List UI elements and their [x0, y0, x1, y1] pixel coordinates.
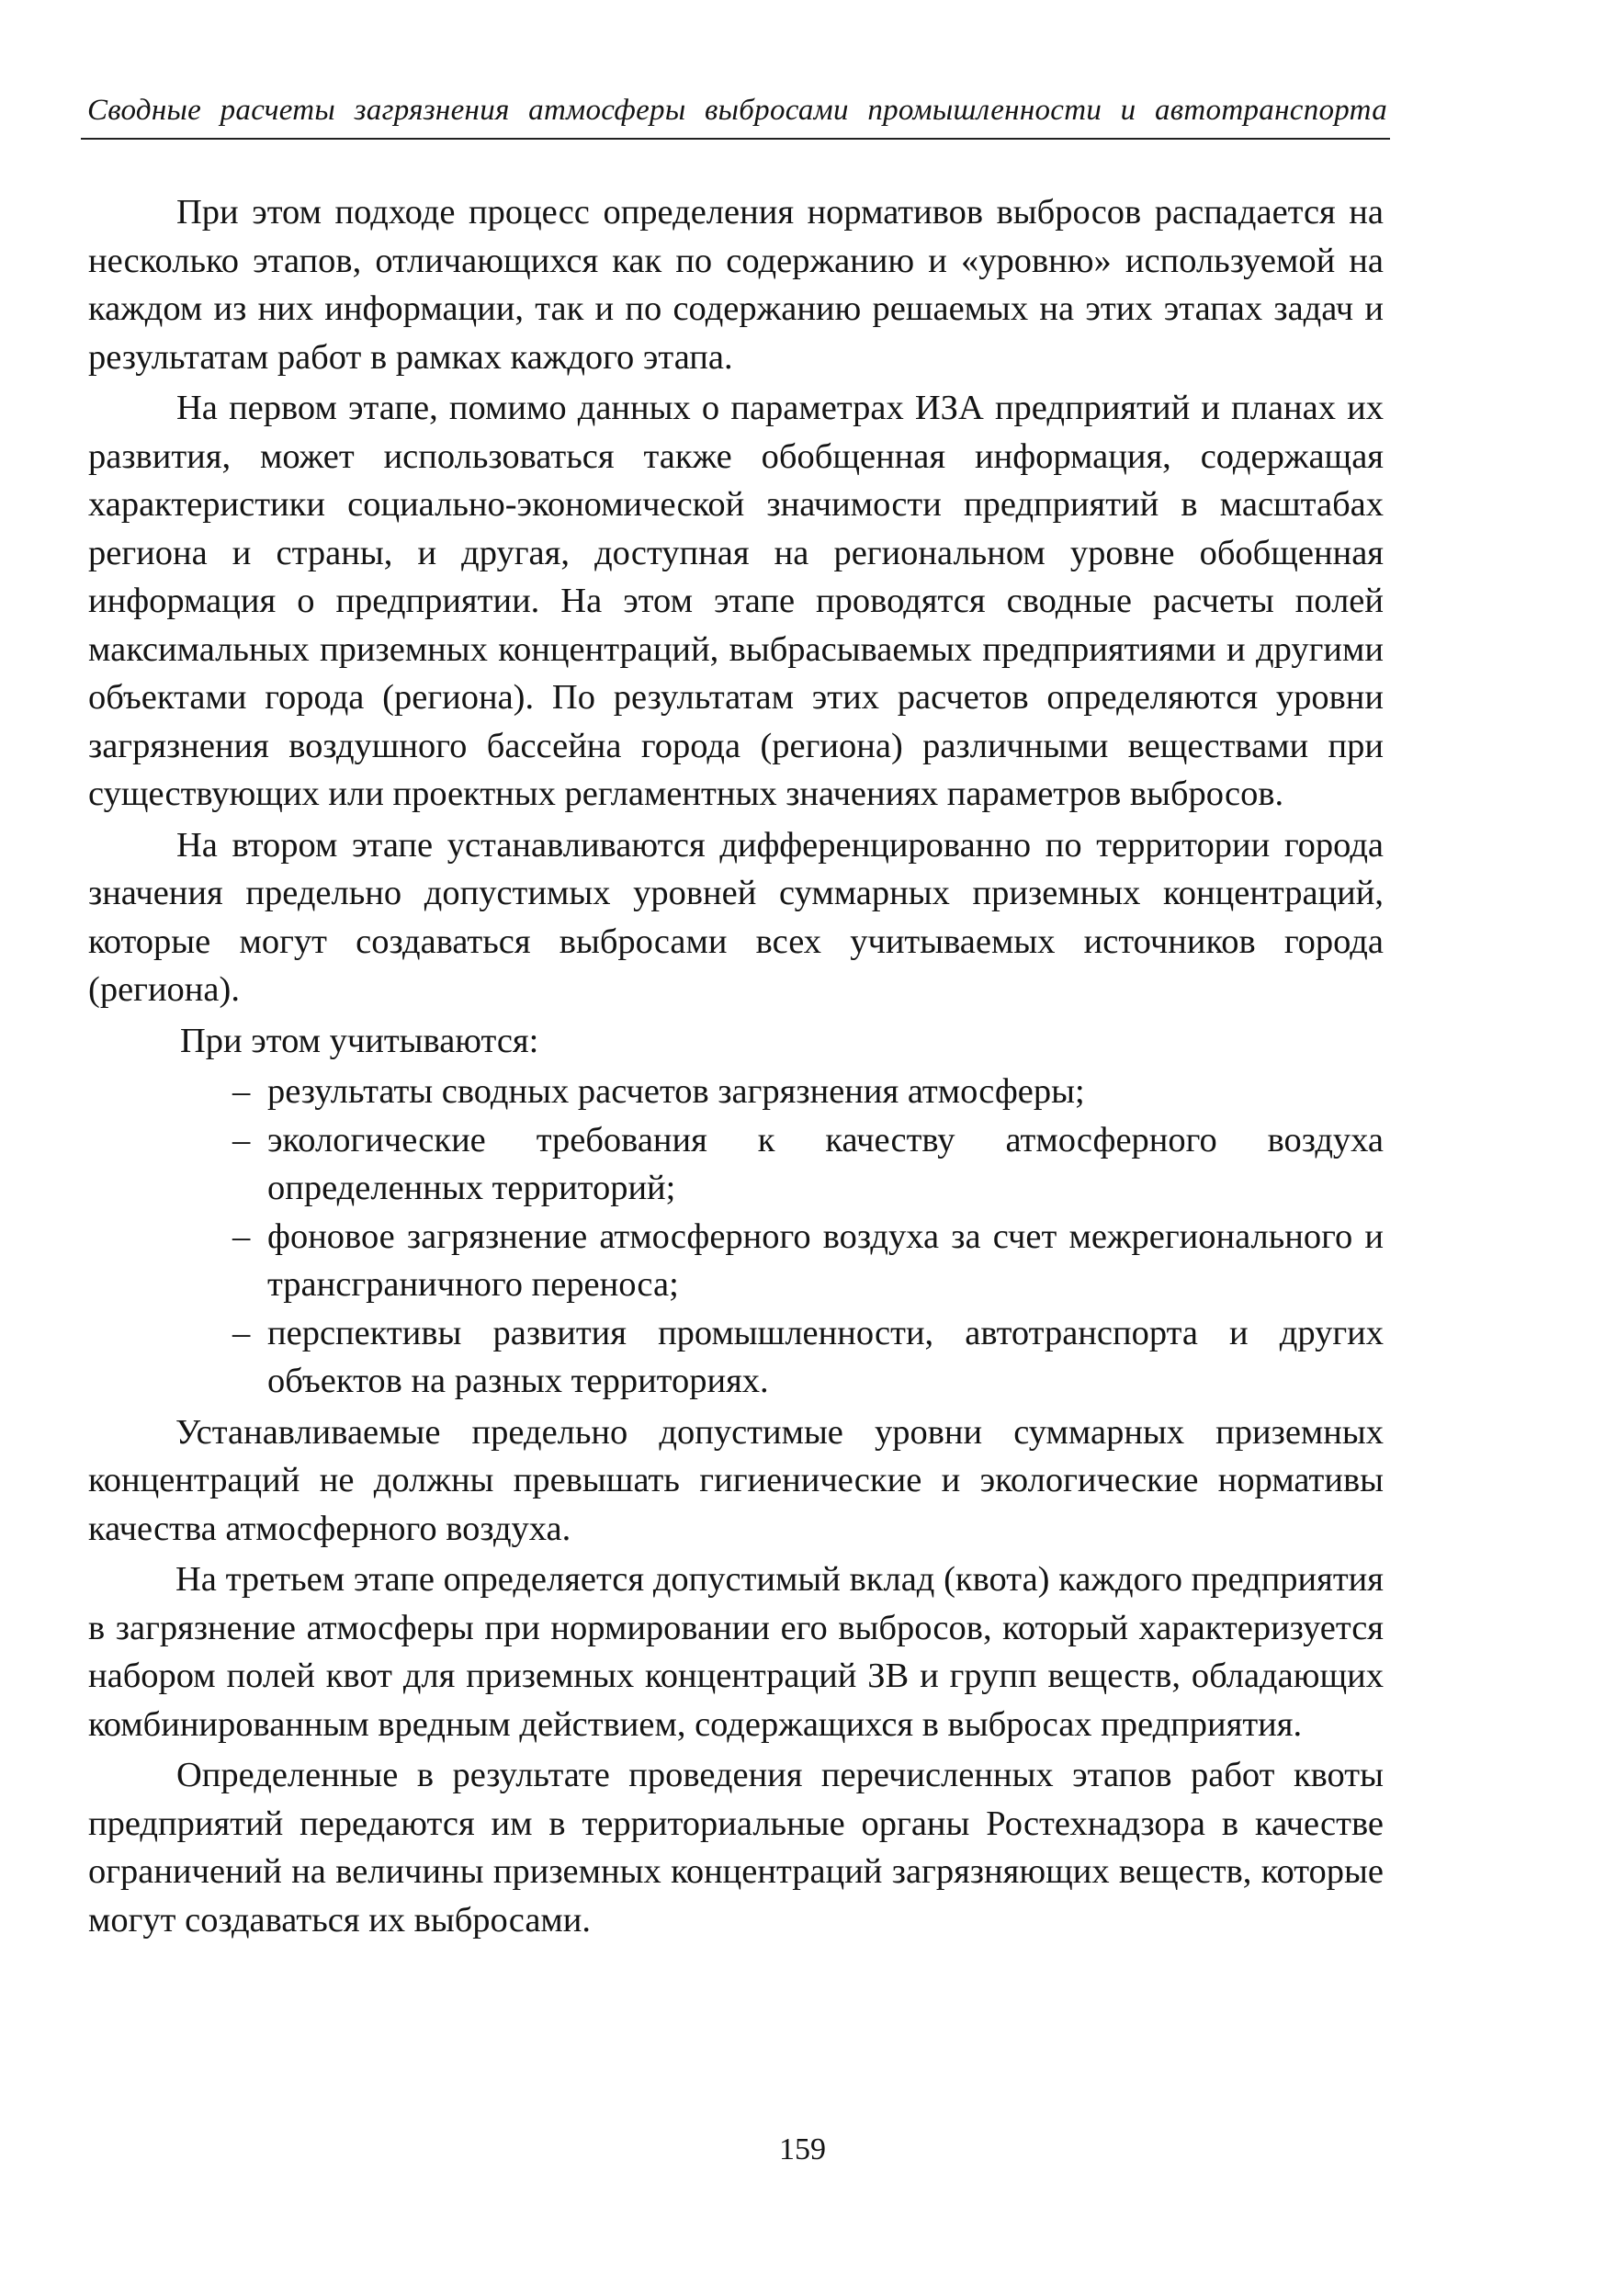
running-header: Сводные расчеты загрязнения атмосферы выбросами промышленности и автотранспорта: [87, 94, 1387, 127]
paragraph-stage-one: На первом этапе, помимо данных о параметрах ИЗА предприятий и планах их развития, может использоваться также обобщенная информация, содержащая характеристики социально-экономической значимости предприятий в масштабах региона и страны, и другая, доступная на региональном уровне обобщенная информация о предприятии. На этом этапе проводятся сводные расчеты полей максимальных приземных концентраций, выбрасываемых предприятиями и другими объектами города (региона). По результатам этих расчетов определяются уровни загрязнения воздушного бассейна города (региона) различными веществами при существующих или проектных регламентных значениях параметров выбросов.: [88, 389, 1384, 813]
list-item-text: фоновое загрязнение атмосферного воздуха за счет межрегионального и трансграничного переноса;: [267, 1216, 1384, 1304]
page-number: 159: [779, 2132, 826, 2166]
list-item: [88, 1116, 1384, 1213]
paragraph-permissible-levels: Устанавливаемые предельно допустимые уровни суммарных приземных концентраций не должны превышать гигиенические и экологические нормативы качества атмосферного воздуха.: [88, 1412, 1384, 1548]
header-rule: [81, 138, 1390, 140]
considered-factors-list: [88, 1068, 1384, 1406]
list-dash: –: [232, 1120, 251, 1159]
list-item-text: результаты сводных расчетов загрязнения атмосферы;: [267, 1072, 1085, 1111]
list-dash: –: [232, 1313, 251, 1352]
paragraph-quotas: Определенные в результате проведения перечисленных этапов работ квоты предприятий передаются им в территориальные органы Ростехнадзора в качестве ограничений на величины приземных концентраций загрязняющих веществ, которые могут создаваться их выбросами.: [88, 1756, 1384, 1940]
list-item-text: экологические требования к качеству атмосферного воздуха определенных территорий;: [267, 1120, 1384, 1207]
list-item-text: перспективы развития промышленности, автотранспорта и других объектов на разных территориях.: [267, 1313, 1384, 1400]
list-item: [88, 1213, 1384, 1309]
body-text: [88, 188, 1384, 1947]
paragraph-approach: При этом подходе процесс определения нормативов выбросов распадается на несколько этапов, отличающихся как по содержанию и «уровню» используемой на каждом из них информации, так и по содержанию решаемых на этих этапах задач и результатам работ в рамках каждого этапа.: [88, 193, 1384, 377]
list-item: [88, 1068, 1384, 1116]
list-dash: –: [232, 1072, 251, 1111]
list-dash: –: [232, 1216, 251, 1256]
paragraph-stage-two: На втором этапе устанавливаются дифференцированно по территории города значения предельно допустимых уровней суммарных приземных концентраций, которые могут создаваться выбросами всех учитываемых источников города (региона).: [88, 825, 1384, 1009]
paragraph-considered-intro: При этом учитываются:: [180, 1021, 539, 1060]
paragraph-stage-three: На третьем этапе определяется допустимый вклад (квота) каждого предприятия в загрязнение атмосферы при нормировании его выбросов, который характеризуется набором полей квот для приземных концентраций ЗВ и групп веществ, обладающих комбинированным вредным действием, содержащихся в выбросах предприятия.: [88, 1560, 1384, 1744]
list-item: [88, 1309, 1384, 1406]
